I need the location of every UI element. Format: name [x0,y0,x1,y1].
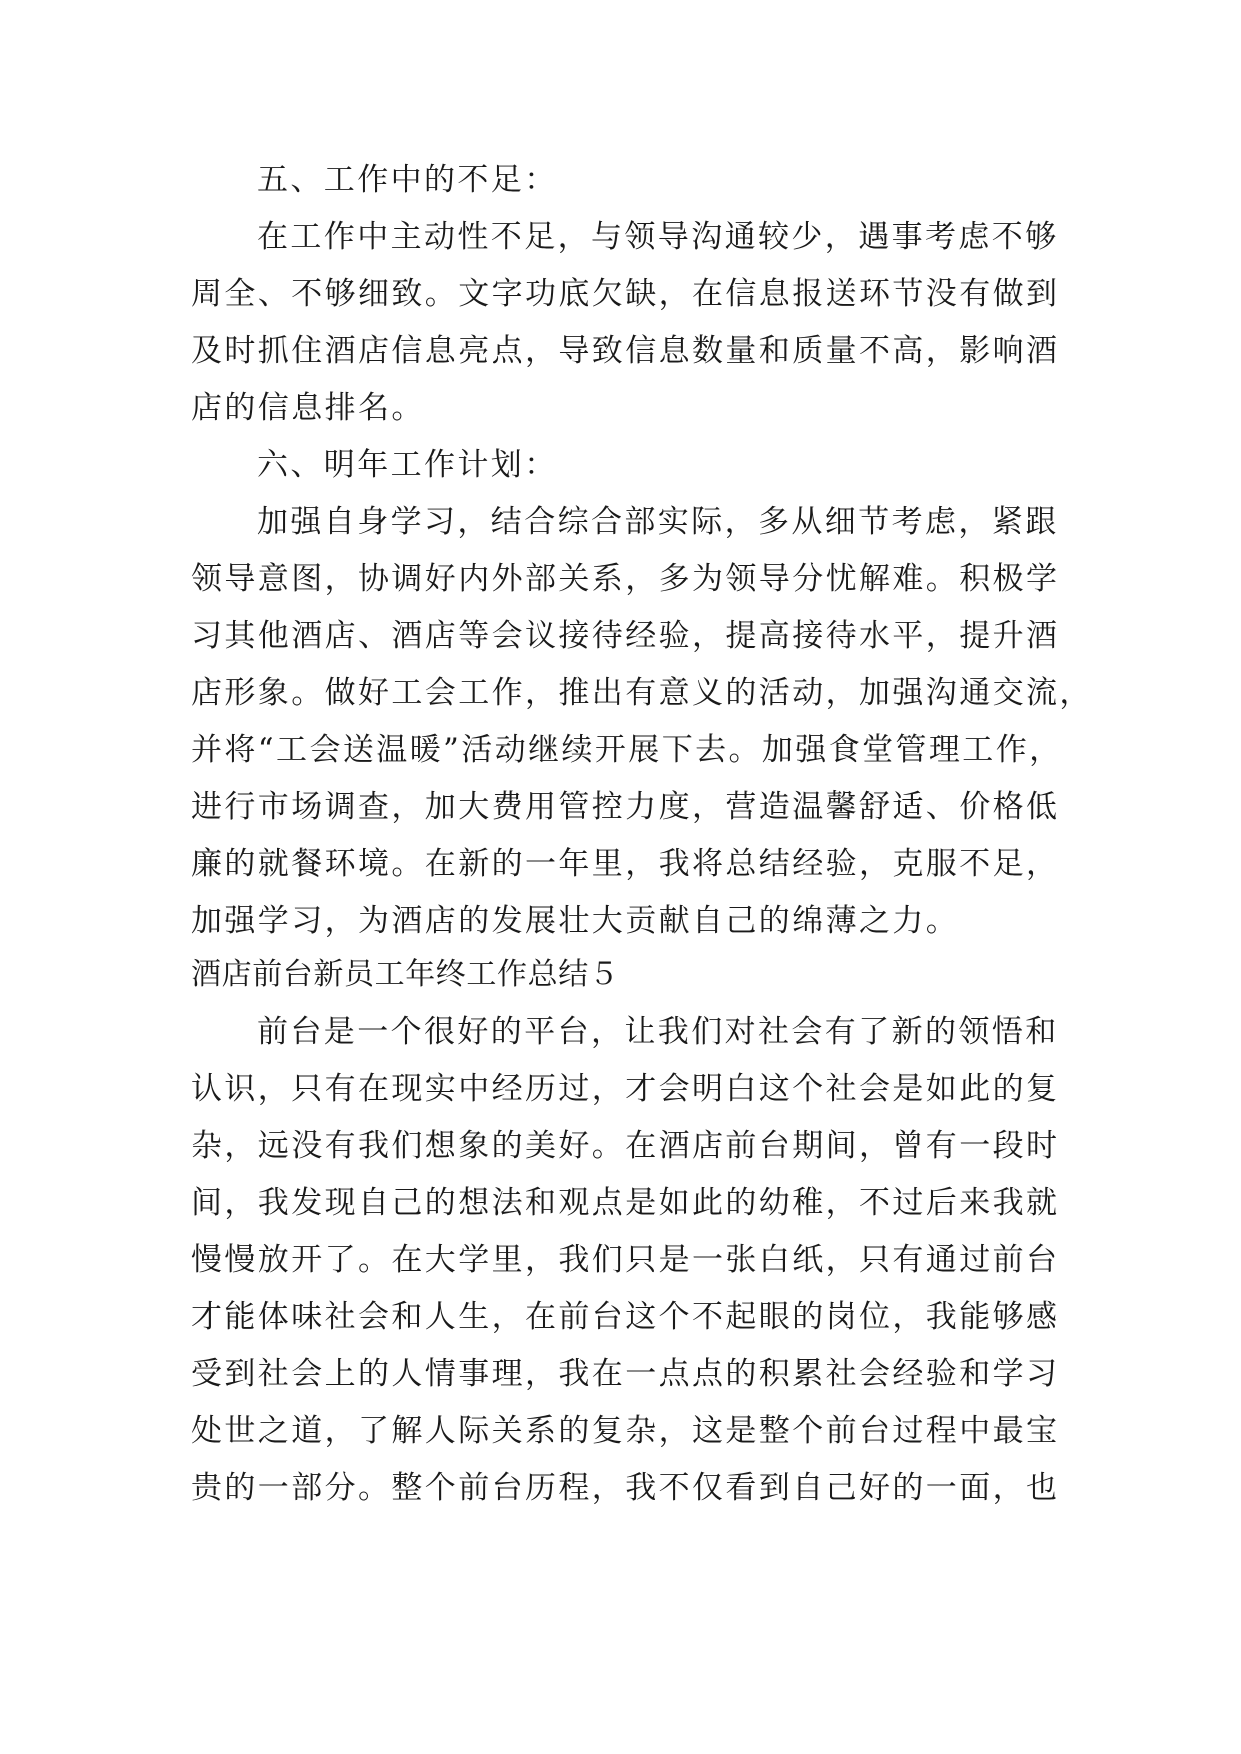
paragraph-line: 加强自身学习，结合综合部实际，多从细节考虑，紧跟 [257,504,1059,540]
paragraph-line: 杂，远没有我们想象的美好。在酒店前台期间，曾有一段时 [191,1128,1060,1164]
paragraph-line: 进行市场调查，加大费用管控力度，营造温馨舒适、价格低 [191,789,1060,825]
section-heading-plan: 六、明年工作计划： [257,447,558,483]
paragraph-line: 才能体味社会和人生，在前台这个不起眼的岗位，我能够感 [191,1299,1060,1335]
paragraph-line: 受到社会上的人情事理，我在一点点的积累社会经验和学习 [191,1356,1060,1392]
paragraph-line: 领导意图，协调好内外部关系，多为领导分忧解难。积极学 [191,561,1060,597]
paragraph-line: 周全、不够细致。文字功底欠缺，在信息报送环节没有做到 [191,276,1060,312]
paragraph-line: 并将“工会送温暖”活动继续开展下去。加强食堂管理工作， [191,732,1063,768]
paragraph-line: 店形象。做好工会工作，推出有意义的活动，加强沟通交流， [191,675,1093,711]
paragraph-line: 在工作中主动性不足，与领导沟通较少，遇事考虑不够 [257,219,1059,255]
paragraph-line: 前台是一个很好的平台，让我们对社会有了新的领悟和 [257,1014,1059,1050]
paragraph-line: 习其他酒店、酒店等会议接待经验，提高接待水平，提升酒 [191,618,1060,654]
article-title: 酒店前台新员工年终工作总结５ [191,957,620,992]
paragraph-line: 店的信息排名。 [191,390,425,426]
paragraph-line: 慢慢放开了。在大学里，我们只是一张白纸，只有通过前台 [191,1242,1060,1278]
section-heading-shortcomings: 五、工作中的不足： [257,162,558,198]
paragraph-line: 间，我发现自己的想法和观点是如此的幼稚，不过后来我就 [191,1185,1060,1221]
paragraph-line: 廉的就餐环境。在新的一年里，我将总结经验，克服不足， [191,846,1060,882]
paragraph-line: 加强学习，为酒店的发展壮大贡献自己的绵薄之力。 [191,903,960,939]
paragraph-line: 认识，只有在现实中经历过，才会明白这个社会是如此的复 [191,1071,1060,1107]
paragraph-line: 及时抓住酒店信息亮点，导致信息数量和质量不高，影响酒 [191,333,1060,369]
paragraph-line: 贵的一部分。整个前台历程，我不仅看到自己好的一面，也 [191,1470,1060,1506]
paragraph-line: 处世之道，了解人际关系的复杂，这是整个前台过程中最宝 [191,1413,1060,1449]
